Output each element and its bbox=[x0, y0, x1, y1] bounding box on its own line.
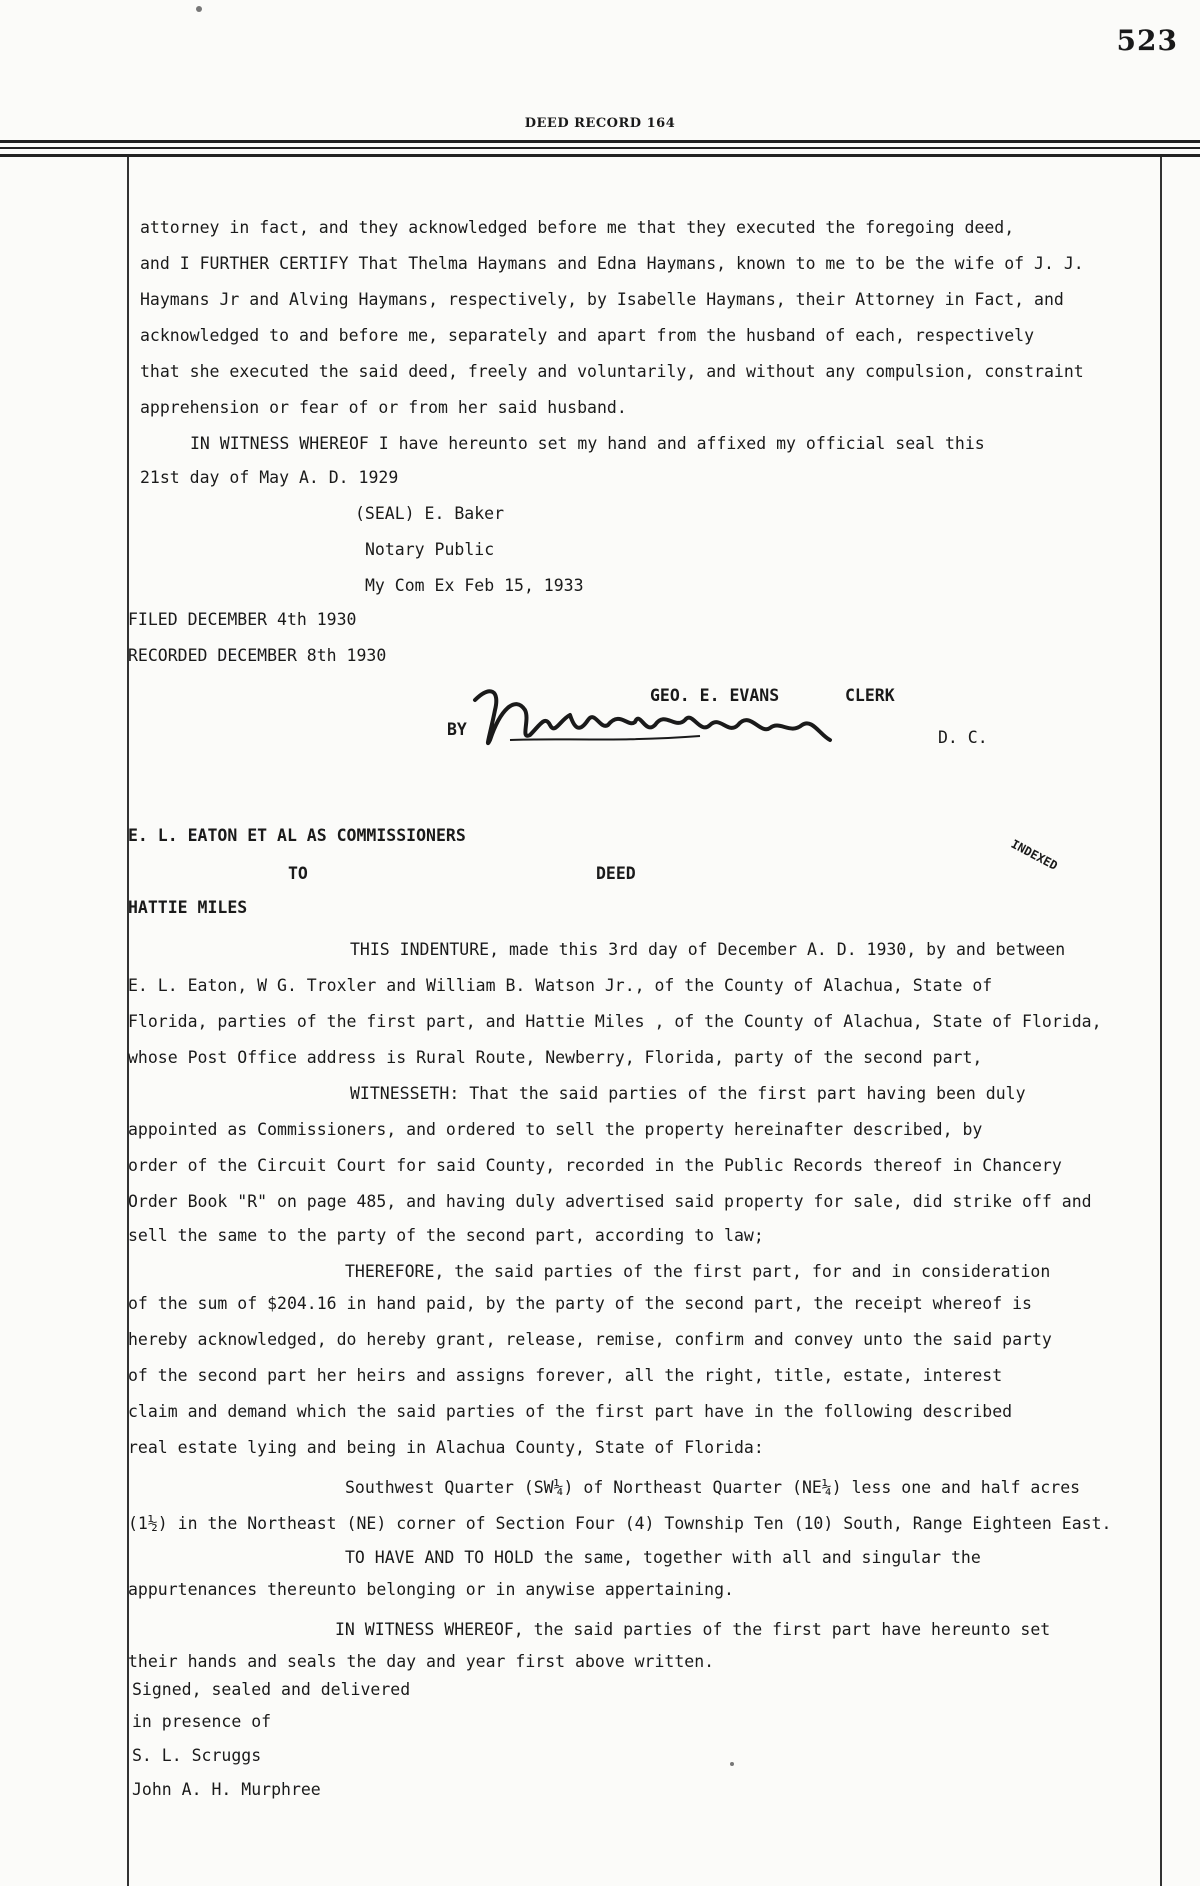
deputy-clerk-label: D. C. bbox=[938, 728, 988, 747]
text-line: of the second part her heirs and assigns forever, all the right, title, estate, interest bbox=[128, 1366, 1003, 1385]
page-header-title: DEED RECORD 164 bbox=[524, 116, 676, 131]
text-line: that she executed the said deed, freely and voluntarily, and without any compulsion, constraint bbox=[140, 362, 1084, 381]
attestation-line: in presence of bbox=[132, 1712, 272, 1731]
right-margin-rule bbox=[1160, 157, 1162, 1886]
document-type-caption: DEED bbox=[596, 864, 636, 883]
text-line: apprehension or fear of or from her said husband. bbox=[140, 398, 627, 417]
text-line: Haymans Jr and Alving Haymans, respectively, by Isabelle Haymans, their Attorney in Fact, and bbox=[140, 290, 1064, 309]
text-line: sell the same to the party of the second part, according to law; bbox=[128, 1226, 764, 1245]
habendum-clause: TO HAVE AND TO HOLD the same, together with all and singular the bbox=[345, 1548, 981, 1567]
header-rule bbox=[0, 140, 1200, 143]
property-description: (1½) in the Northeast (NE) corner of Section Four (4) Township Ten (10) South, Range Eighteen East. bbox=[128, 1514, 1112, 1533]
scan-artifact bbox=[730, 1762, 734, 1766]
filed-date: FILED DECEMBER 4th 1930 bbox=[128, 610, 357, 629]
signed-by-label: BY bbox=[447, 720, 467, 739]
notary-title: Notary Public bbox=[365, 540, 495, 559]
text-line: order of the Circuit Court for said County, recorded in the Public Records thereof in Chancery bbox=[128, 1156, 1062, 1175]
text-line: hereby acknowledged, do hereby grant, release, remise, confirm and convey unto the said party bbox=[128, 1330, 1052, 1349]
page-number: 523 bbox=[1116, 24, 1178, 57]
text-line: WITNESSETH: That the said parties of the first part having been duly bbox=[350, 1084, 1026, 1103]
text-line: 21st day of May A. D. 1929 bbox=[140, 468, 399, 487]
text-line: Order Book "R" on page 485, and having duly advertised said property for sale, did strike off and bbox=[128, 1192, 1092, 1211]
text-line: attorney in fact, and they acknowledged before me that they executed the foregoing deed, bbox=[140, 218, 1015, 237]
notary-seal: (SEAL) E. Baker bbox=[355, 504, 505, 523]
text-line: and I FURTHER CERTIFY That Thelma Haymans and Edna Haymans, known to me to be the wife of J. J. bbox=[140, 254, 1084, 273]
text-line: IN WITNESS WHEREOF I have hereunto set my hand and affixed my official seal this bbox=[190, 434, 985, 453]
text-line: claim and demand which the said parties of the first part have in the following described bbox=[128, 1402, 1013, 1421]
recorded-date: RECORDED DECEMBER 8th 1930 bbox=[128, 646, 387, 665]
habendum-clause: appurtenances thereunto belonging or in anywise appertaining. bbox=[128, 1580, 734, 1599]
text-line: whose Post Office address is Rural Route, Newberry, Florida, party of the second part, bbox=[128, 1048, 983, 1067]
witness-name: John A. H. Murphree bbox=[132, 1780, 321, 1799]
header-rule bbox=[0, 154, 1200, 157]
grantor-caption: E. L. EATON ET AL AS COMMISSIONERS bbox=[128, 826, 466, 845]
grantee-caption: HATTIE MILES bbox=[128, 898, 248, 917]
witness-name: S. L. Scruggs bbox=[132, 1746, 262, 1765]
clerk-title: CLERK bbox=[845, 686, 895, 705]
commission-expiry: My Com Ex Feb 15, 1933 bbox=[365, 576, 584, 595]
text-line: Florida, parties of the first part, and Hattie Miles , of the County of Alachua, State of Florida, bbox=[128, 1012, 1102, 1031]
testimonium-clause: their hands and seals the day and year first above written. bbox=[128, 1652, 715, 1671]
clerk-name: GEO. E. EVANS bbox=[650, 686, 780, 705]
text-line: acknowledged to and before me, separately and apart from the husband of each, respectively bbox=[140, 326, 1035, 345]
text-line: real estate lying and being in Alachua County, State of Florida: bbox=[128, 1438, 764, 1457]
to-caption: TO bbox=[288, 864, 308, 883]
scan-artifact bbox=[196, 6, 202, 12]
property-description: Southwest Quarter (SW¼) of Northeast Quarter (NE¼) less one and half acres bbox=[345, 1478, 1081, 1497]
indexed-stamp: INDEXED bbox=[1008, 836, 1060, 873]
testimonium-clause: IN WITNESS WHEREOF, the said parties of the first part have hereunto set bbox=[335, 1620, 1051, 1639]
text-line: appointed as Commissioners, and ordered to sell the property hereinafter described, by bbox=[128, 1120, 983, 1139]
header-rule bbox=[0, 147, 1200, 149]
deputy-clerk-signature bbox=[470, 680, 890, 760]
text-line: THEREFORE, the said parties of the first part, for and in consideration bbox=[345, 1262, 1051, 1281]
text-line: of the sum of $204.16 in hand paid, by the party of the second part, the receipt whereof is bbox=[128, 1294, 1032, 1313]
attestation-line: Signed, sealed and delivered bbox=[132, 1680, 411, 1699]
text-line: THIS INDENTURE, made this 3rd day of December A. D. 1930, by and between bbox=[350, 940, 1066, 959]
text-line: E. L. Eaton, W G. Troxler and William B. Watson Jr., of the County of Alachua, State of bbox=[128, 976, 993, 995]
